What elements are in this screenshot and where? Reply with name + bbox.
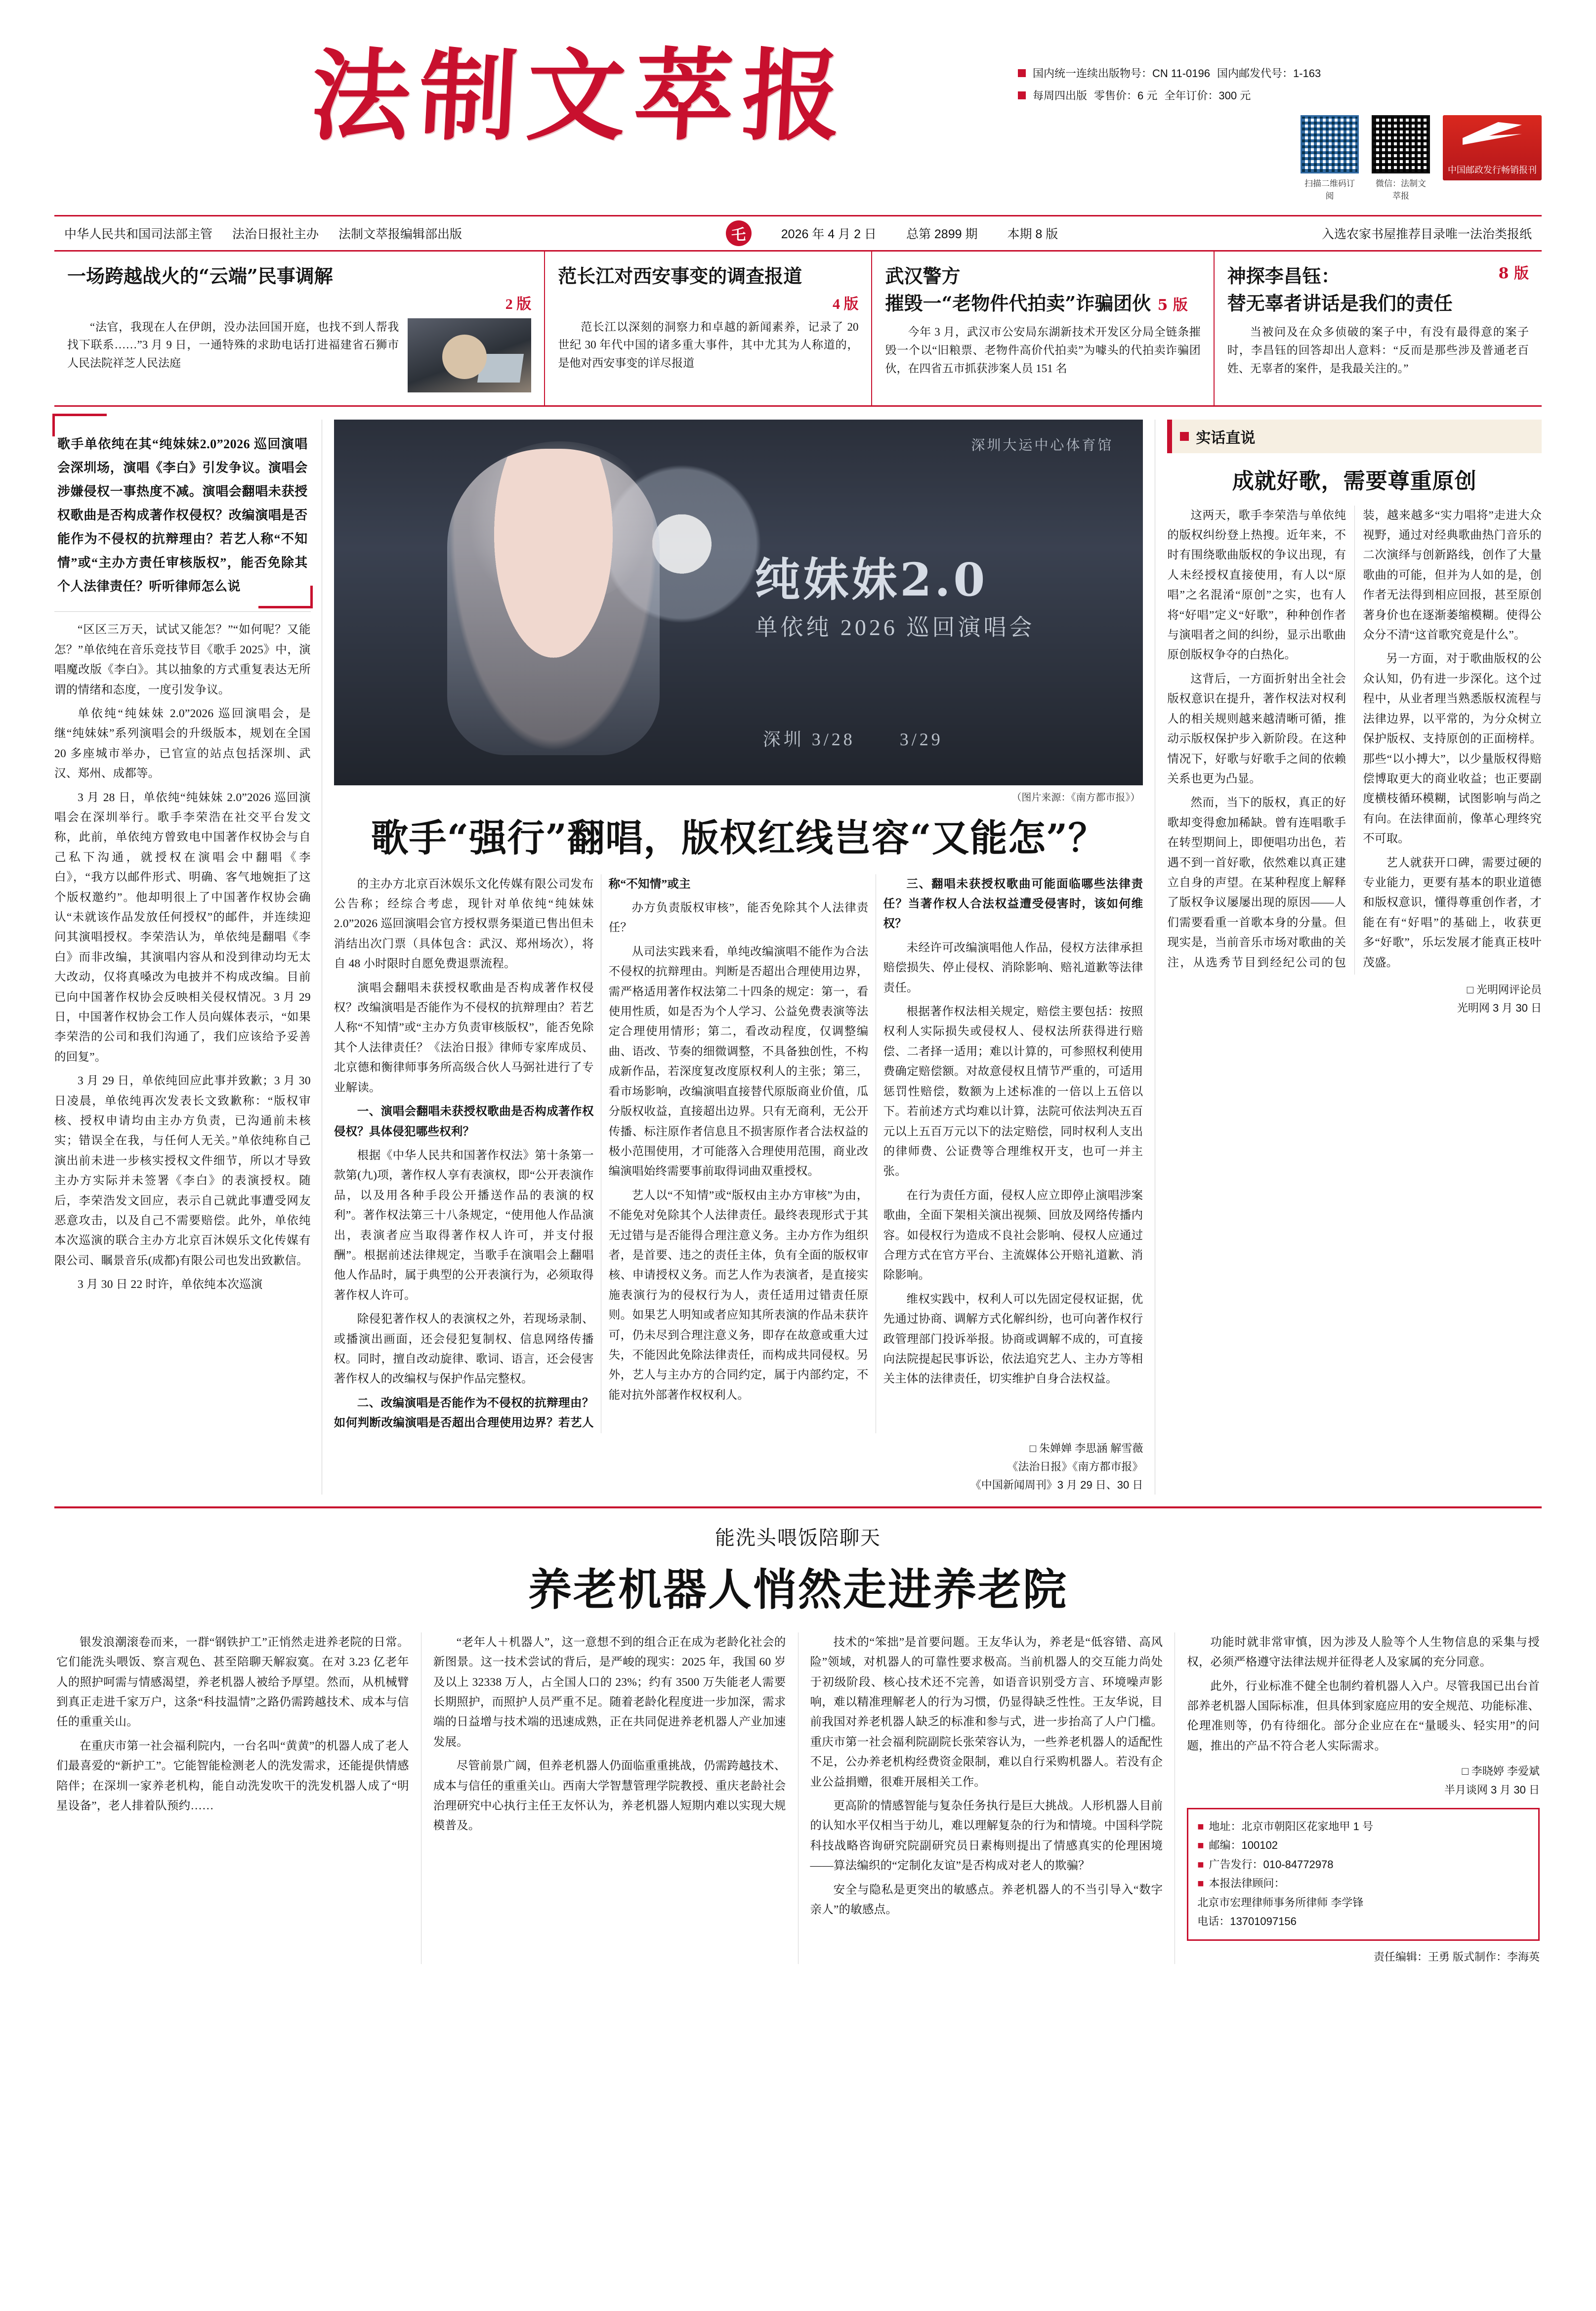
bottom-kicker: 能洗头喂饭陪聊天 [715, 1526, 881, 1549]
masthead [35, 20, 1561, 206]
paragraph: “老年人＋机器人”，这一意想不到的组合正在成为老龄化社会的新图景。这一技术尝试的背后，是严峻的现实：2025 年，我国 60 岁及以上 32338 万人，占全国人口的 23%；约有 3500 万失能老人需要长期照护，而照护人员严重不足。随着老龄化程度进一步加深，需求端的日益增与技术端的迅速成熟，正在共同促进养老机器人产业加速发展。 [433, 1635, 786, 1749]
page-count: 本期 8 版 [1007, 227, 1058, 241]
teaser-page: 5 版 [1157, 296, 1188, 314]
paragraph: 艺人以“不知情”或“版权由主办方审核”为由，不能免对免除其个人法律责任。最终表现形式于其无过错与是否能得合理注意义务。主办方作为组织者，是首要、违之的责任主体，负有全面的版权审核、申请授权义务。而艺人作为表演者，是直接实施表演行为的侵权行为人，责任适用过错责任原则。如果艺人明知或者应知其所表演的作品未获许可，仍未尽到合理注意义务，即存在故意或重大过失，不能因此免除法律责任，而构成共同侵权。另外，艺人与主办方的合同约定，属于内部约定，不能对抗外部著作权权利人。 [608, 1189, 869, 1402]
teaser-title: 武汉警方 [885, 265, 961, 287]
supervisor-label: 中华人民共和国司法部主管 [64, 227, 213, 241]
paragraph: 办方负责版权审核”，能否免除其个人法律责任？ [608, 901, 869, 935]
paragraph: 银发浪潮滚卷而来，一群“钢铁护工”正悄然走进养老院的日常。它们能洗头喂饭、察言观色、甚至陪聊天解寂寞。在对 3.23 亿老年人的照护呵需与情感渴望，养老机器人被给予厚望。然而，从机械臂到真正走进千家万户，这条“科技温情”之路仍需跨越技术、成本与信任的重重关山。 [56, 1635, 409, 1729]
square-bullet-icon: ■ [1197, 1877, 1204, 1890]
info-bar-left [54, 224, 462, 242]
pub-year-price: 全年订价：300 元 [1164, 89, 1251, 102]
contact-line [1197, 1855, 1529, 1875]
paragraph: 此外，行业标准不健全也制约着机器人入户。尽管我国已出台首部养老机器人国际标准，但具体到家庭应用的安全规范、功能标准、伦理准则等，仍有待细化。部分企业应在在“量暖头、轻实用”的问题，推出的产品不符合老人实际需求。 [1187, 1679, 1540, 1753]
teaser-row [54, 252, 1542, 407]
qr-wechat[interactable] [1372, 115, 1430, 201]
paragraph: 从司法实践来看，单纯改编演唱不能作为合法不侵权的抗辩理由。判断是否超出合理使用边界，需严格适用著作权法第二十四条的规定：第一，看使用性质，如是否为个人学习、公益免费表演等法定合理使用情形；第二，看改动程度，仅调整编曲、语改、节奏的细微调整，不具备独创性，不构成新作品，若深度复改度原权利人的主张；第三，看市场影响，改编演唱直接替代原版商业价值，瓜分版权收益，直接超出边界。只有无商利，无公开传播、标注原作者信息且不损害原作者合法权益的极小范围使用，才可能落入合理使用范围，商业改编演唱始终需要事前取得词曲双重授权。 [608, 945, 869, 1178]
paragraph: 未经许可改编演唱他人作品，侵权方法律承担赔偿损失、停止侵权、消除影响、赔礼道歉等法律责任。 [883, 941, 1143, 994]
post-wing-icon [1463, 122, 1522, 145]
qr-code-icon [1372, 115, 1430, 173]
colophon: 责任编辑：王勇 版式制作：李海英 [1373, 1950, 1540, 1963]
pub-frequency: 每周四出版 [1033, 89, 1088, 102]
teaser-subtitle-text: 摧毁一“老物件代拍卖”诈骗团伙 [885, 292, 1151, 314]
byline-sources-2: 《中国新闻周刊》3 月 29 日、30 日 [970, 1479, 1143, 1492]
teaser-item[interactable] [872, 252, 1214, 405]
bottom-column-body [56, 1632, 409, 1816]
paragraph: 功能时就非常审慎，因为涉及人脸等个人生物信息的采集与授权，必须严格遵守法律法规并征得老人及家属的充分同意。 [1187, 1635, 1540, 1669]
byline-authors: □ 朱婵婵 李思涵 解雪薇 [1029, 1442, 1143, 1455]
paragraph: 根据著作权法相关规定，赔偿主要包括：按照权利人实际损失或侵权人、侵权法所获得进行赔偿、二者择一适用；难以计算的，可参照权利使用费确定赔偿额。对故意侵权且情节严重的，可适用惩罚性赔偿，数额为上述标准的一倍以上五倍以下。若前述方式均难以计算，法院可依法判决五百元以上五百万元以下的法定赔偿，同时权利人支出的律师费、公证费等合理维权开支，也可一并主张。 [883, 1005, 1143, 1178]
square-bullet-icon [1018, 91, 1026, 99]
main-article-area [54, 407, 1542, 1508]
bottom-columns [54, 1632, 1542, 1964]
hero-date-right: 3/29 [899, 729, 943, 749]
pub-info-row [1018, 62, 1542, 84]
sidebar-header-label: 实话直说 [1196, 429, 1256, 447]
teaser-body [558, 318, 858, 373]
main-byline [334, 1439, 1143, 1495]
quote-bracket-icon [52, 414, 107, 436]
hero-dates-text [763, 726, 943, 751]
square-bullet-icon: ■ [1197, 1820, 1204, 1833]
masthead-info [1018, 35, 1542, 201]
teaser-title-text: 神探李昌钰： [1227, 265, 1340, 287]
square-bullet-icon [1180, 432, 1189, 441]
main-left-column [54, 420, 322, 1495]
paragraph: 这两天，歌手李荣浩与单依纯的版权纠纷登上热搜。近年来，不时有围绕歌曲版权的争议出现，有人未经授权直接使用，有人以“原唱”之名混淆“原创”之实，也有人将“好唱”定义“好歌”，种种创作者与演唱者之间的纠纷，显示出歌曲原创版权争夺的白热化。 [1167, 509, 1346, 662]
hero-date-left: 深圳 3/28 [762, 729, 855, 749]
bottom-headline: 养老机器人悄然走进养老院 [528, 1563, 1068, 1615]
teaser-photo [408, 318, 531, 392]
sidebar-column [1155, 420, 1542, 1495]
sidebar-header [1167, 420, 1542, 453]
photo-credit: （图片来源：《南方都市报》） [1011, 792, 1140, 803]
byline-sources: 《法治日报》《南方都市报》 [1007, 1460, 1143, 1473]
square-bullet-icon: ■ [1197, 1839, 1204, 1852]
paragraph: “区区三万天，试试又能怎？”“如何呢？又能怎？”单依纯在音乐竞技节目《歌手 2025》中，演唱魔改版《李白》。其以抽象的方式重复表达无所谓的情绪和态度，一度引发争议。 [54, 623, 311, 696]
main-center-column [322, 420, 1155, 1495]
contact-legal-firm: 北京市宏理律师事务所律师 李学锋 [1197, 1896, 1364, 1909]
teaser-item[interactable] [545, 252, 872, 405]
contact-line [1197, 1912, 1529, 1931]
teaser-text: 当被问及在众多侦破的案子中，有没有最得意的案子时，李昌钰的回答却出人意料：“反而是那些涉及普通老百姓、无辜者的案件，是我最关注的。” [1227, 326, 1529, 375]
bottom-column [421, 1632, 798, 1964]
sponsor-label: 法治日报社主办 [232, 227, 319, 241]
qr-code-icon [1301, 115, 1359, 173]
paper-logo-icon: 乇 [726, 220, 752, 246]
contact-line [1197, 1817, 1529, 1837]
square-bullet-icon [1018, 69, 1026, 77]
paragraph: 这背后，一方面折射出全社会版权意识在提升，著作权法对权利人的相关规则越来越清晰可循，推动示版权保护步入新阶段。在这种情况下，好歌与好歌手之间的依赖关系也更为凸显。 [1167, 672, 1346, 785]
paragraph: 根据《中华人民共和国著作权法》第十条第一款第(九)项，著作权人享有表演权，即“公开表演作品，以及用各种手段公开播送作品的表演的权利”。著作权法第三十八条规定，“使用他人作品演出，表演者应当取得著作权人许可，并支付报酬”。根据前述法律规定，当歌手在演唱会上翻唱他人作品时，属于典型的公开表演行为，必须取得著作权人许可。 [334, 1149, 594, 1302]
bottom-byline [1187, 1762, 1540, 1799]
teaser-body [885, 323, 1200, 378]
paragraph: 在行为责任方面，侵权人应立即停止演唱涉案歌曲，全面下架相关演出视频、回放及网络传播内容。如侵权行为造成不良社会影响、侵权人应通过合理方式在官方平台、主流媒体公开赔礼道歉、消除影响。 [883, 1189, 1143, 1282]
hero-big-text: 纯妹妹2.0 [755, 553, 988, 607]
teaser-text: “法官，我现在人在伊朗，没办法回国开庭，也找不到人帮我找下联系……”3 月 9 日，一通特殊的求助电话打进福建省石狮市人民法院祥芝人民法庭 [67, 320, 399, 370]
teaser-page: 2 版 [505, 296, 532, 312]
paper-title-block [143, 35, 1018, 154]
divider [54, 611, 311, 612]
square-bullet-icon: ■ [1197, 1858, 1204, 1871]
paragraph: 单依纯“纯妹妹 2.0”2026 巡回演唱会，是继“纯妹妹”系列演唱会的升级版本，规划在全国 20 多座城市举办，已官宣的站点包括深圳、武汉、郑州、成都等。 [54, 707, 311, 780]
teaser-body [67, 318, 531, 392]
contact-line [1197, 1874, 1529, 1893]
paragraph: 尽管前景广阔，但养老机器人仍面临重重挑战，仍需跨越技术、成本与信任的重重关山。西南大学智慧管理学院教授、重庆老龄社会治理研究中心执行主任王友怀认为，养老机器人短期内难以实现大规模普及。 [433, 1759, 786, 1833]
paragraph: 除侵犯著作权人的表演权之外，若现场录制、或播演出画面，还会侵犯复制权、信息网络传播权。同时，擅自改动旋律、歌词、语言，还会侵害著作权人的改编权与保护作品完整权。 [334, 1313, 594, 1386]
teaser-subtitle [885, 292, 1200, 316]
qr-subscribe-label: 扫描二维码订阅 [1304, 179, 1355, 201]
contact-zip: 邮编：100102 [1209, 1839, 1278, 1852]
masthead-codes [1018, 115, 1542, 201]
paragraph: 在重庆市第一社会福利院内，一台名叫“黄黄”的机器人成了老人们最喜爱的“新护工”。它能智能检测老人的洗发需求，还能提供情感陪伴；在深圳一家养老机构，能自动洗发吹干的洗发机器人成了“明星设备”，老人排着队预约…… [56, 1739, 409, 1813]
teaser-body [1227, 323, 1529, 378]
sidebar-byline-source: 光明网 3 月 30 日 [1457, 1002, 1542, 1015]
contact-legal-phone[interactable]: 电话：13701097156 [1197, 1915, 1297, 1928]
contact-line [1197, 1893, 1529, 1913]
teaser-text: 今年 3 月，武汉市公安局东湖新技术开发区分局全链条摧毁一个以“旧粮票、老物件高价代拍卖”为噱头的代拍卖诈骗团伙，在四省五市抓获涉案人员 151 名 [885, 326, 1201, 375]
post-badge-text: 中国邮政发行畅销报刊 [1448, 165, 1537, 175]
paragraph: 3 月 29 日，单依纯回应此事并致歉；3 月 30 日凌晨，单依纯再次发表长文致歉称：“版权审核、授权申请均由主办方负责，已沟通前未核实；错误全在我，与任何人无关。”单依纯称自己演出前未进一步核实授权文件细节，所以才导致主办方实际并未签署《李白》的表演授权。随后，李荣浩发文回应，表示自己就此事遭受网友恶意攻击，以及自己不需要赔偿。此外，单依纯本次巡演的联合主办方北京百沐娱乐文化传媒有限公司、瞩景音乐(成都)有限公司也发出致歉信。 [54, 1074, 311, 1267]
paragraph: 维权实践中，权利人可以先固定侵权证据，优先通过协商、调解方式化解纠纷，也可向著作权行政管理部门投诉举报。协商或调解不成的，可直接向法院提起民事诉讼，依法追究艺人、主办方等相关主体的法律责任，切实维护自身合法权益。 [883, 1292, 1143, 1386]
info-bar-mid [462, 220, 1322, 246]
paragraph: 然而，当下的版权，真正的好歌却变得愈加稀缺。曾有连唱歌手在转型期间上，即便唱功出色，若遇不到一首好歌，依然难以真正建立自身的声望。在某种程度上解释了版权争议屡屡出现的原因——人们需要看重一首歌本身的分量。但现实是，当前音乐市场对歌曲的关注，从选秀节目到经纪公司的包装，越来越多“实力唱将”走进大众视野，通过对经典歌曲热门音乐的二次演绎与创新路线，创作了大量歌曲的可能，但并为人如的是，创作者无法得到相应回报，甚至原创著身价也在逐渐萎缩模糊。使得公众分不清“这首歌究竟是什么”。 [1167, 509, 1542, 969]
paragraph: 更高阶的情感智能与复杂任务执行是巨大挑战。人形机器人目前的认知水平仅相当于幼儿，难以理解复杂的行为和情境。中国科学院科技战略咨询研究院副研究员日素梅则提出了情感真实的伦理困境——算法编织的“定制化友谊”是否构成对老人的欺骗？ [810, 1799, 1163, 1873]
bottom-article [54, 1522, 1542, 1964]
paragraph: 演唱会翻唱未获授权歌曲是否构成著作权侵权？改编演唱是否能作为不侵权的抗辩理由？若艺人称“不知情”或“主办方负责审核版权”，能否免除其个人法律责任？《法治日报》律师专家库成员、北京德和衡律师事务所高级合伙人马弼社进行了专业解读。 [334, 981, 594, 1094]
paragraph: 另一方面，对于歌曲版权的公众认知，仍有进一步深化。这个过程中，从业者理当熟悉版权流程与法律边界，以平常的，为分众树立保护版权、支持原创的正面榜样。那些“以小搏大”，以少量版权得赔偿博取更大的商业收益；也正要副度横枝循环模糊，试图影响与尚之有向。在法律面前，像革心理终究不可取。 [1363, 652, 1542, 846]
bottom-column [54, 1632, 421, 1964]
publication-info [1018, 62, 1542, 106]
qr-subscribe[interactable] [1301, 115, 1359, 201]
teaser-page: 4 版 [832, 296, 859, 312]
post-badge [1443, 115, 1542, 180]
quote-bracket-icon [258, 586, 313, 608]
sidebar-byline-author: □ 光明网评论员 [1467, 983, 1542, 996]
hero-performer-figure [447, 449, 660, 755]
article-left-body [54, 620, 311, 1294]
bottom-byline-author: □ 李晓婷 李爱斌 [1462, 1765, 1540, 1778]
publisher-label: 法制文萃报编辑部出版 [338, 227, 462, 241]
hero-photo [334, 420, 1143, 785]
bottom-column-body [810, 1632, 1163, 1920]
qr-wechat-label: 微信：法制文萃报 [1376, 179, 1426, 201]
hero-venue-text: 深圳大运中心体育馆 [971, 436, 1114, 453]
paragraph: 3 月 30 日 22 时许，单依纯本次巡演 [78, 1278, 263, 1291]
bottom-column-body [1187, 1632, 1540, 1756]
subheading: 一、演唱会翻唱未获授权歌曲是否构成著作权侵权？具体侵犯哪些权利？ [334, 1105, 594, 1138]
info-bar-right: 入选农家书屋推荐目录唯一法治类报纸 [1321, 227, 1532, 241]
issue-date: 2026 年 4 月 2 日 [781, 227, 877, 241]
main-headline: 歌手“强行”翻唱，版权红线岂容“又能怎”？ [371, 815, 1106, 860]
teaser-text: 范长江以深刻的洞察力和卓越的新闻素养，记录了 20 世纪 30 年代中国的诸多重大事件，其中尤其为人称道的，是他对西安事变的详尽报道 [558, 320, 859, 370]
teaser-title: 一场跨越战火的“云端”民事调解 [67, 265, 333, 287]
sidebar-byline [1167, 981, 1542, 1018]
teaser-item[interactable] [1215, 252, 1542, 405]
page-title: 法制文萃报 [308, 38, 853, 154]
pub-post-code: 国内邮发代号：1-163 [1217, 67, 1321, 80]
pub-price: 零售价：6 元 [1094, 89, 1158, 102]
teaser-item[interactable] [54, 252, 545, 405]
teaser-title: 范长江对西安事变的调查报道 [558, 265, 802, 287]
contact-box [1187, 1808, 1540, 1941]
issue-number: 总第 2899 期 [906, 227, 978, 241]
sidebar-title: 成就好歌，需要尊重原创 [1232, 468, 1477, 494]
main-body-columns [334, 874, 1143, 1433]
paragraph: 艺人就获开口碑，需要过硬的专业能力，更要有基本的职业道德和版权意识，懂得尊重创作者，才能在有“好唱”的基础上，收获更多“好歌”，乐坛发展才能真正枝叶茂盛。 [1363, 856, 1542, 969]
pub-cn-number: 国内统一连续出版物号：CN 11-0196 [1033, 67, 1210, 80]
bottom-byline-source: 半月谈网 3 月 30 日 [1444, 1783, 1540, 1796]
contact-ads-phone[interactable]: 广告发行：010-84772978 [1209, 1858, 1334, 1871]
subheading: 二、改编演唱是否能作为不侵权的抗辩理由？如何判断改编演唱是否超出合理使用边界？若艺人称“不知情”或主 [334, 877, 691, 1430]
subheading: 三、翻唱未获授权歌曲可能面临哪些法律责任？当著作权人合法权益遭受侵害时，该如何维权？ [883, 877, 1143, 931]
hero-mid-text: 单依纯 2026 巡回演唱会 [755, 615, 1035, 641]
paragraph: 安全与隐私是更突出的敏感点。养老机器人的不当引导入“数字亲人”的敏感点。 [810, 1883, 1163, 1917]
contact-legal-label: 本报法律顾问： [1209, 1877, 1285, 1890]
sidebar-body [1167, 506, 1542, 975]
contact-address: 地址：北京市朝阳区花家地甲 1 号 [1209, 1820, 1374, 1833]
paragraph: 技术的“笨拙”是首要问题。王友华认为，养老是“低容错、高风险”领域，对机器人的可靠性要求极高。当前机器人的交互能力尚处于初级阶段、核心技术还不完善，如语音识别受方言、环境噪声影响，难以精准理解老人的行为习惯，仍显得缺乏性性。王友华说，目前我国对养老机器人缺乏的标准和参与式，进一步抬高了人户门槛。重庆市第一社会福利院副院长张荣容认为，一些养老机器人的适配性不足，公办养老机构经费资金限制，难以自行采购机器人。若没有企业公益捐赠，很难开展相关工作。 [810, 1635, 1163, 1789]
bottom-column-body [433, 1632, 786, 1836]
pub-info-row [1018, 84, 1542, 106]
article-lead [54, 420, 311, 604]
teaser-subtitle: 替无辜者讲话是我们的责任 [1227, 292, 1453, 314]
bottom-column [1175, 1632, 1542, 1964]
bottom-column [798, 1632, 1176, 1964]
info-bar [54, 215, 1542, 252]
paragraph: 3 月 28 日，单依纯“纯妹妹 2.0”2026 巡回演唱会在深圳举行。歌手李荣浩在社交平台发文称，此前，单依纯方曾致电中国著作权协会与自己私下沟通，就授权在演唱会中翻唱《李白》，“我方以邮件形式、明确、客气地婉拒了这个版权邀约”。他却明很上了中国著作权协会确认“未就该作品发放任何授权”的邮件，并连续迎问其演唱授权。李荣浩认为，单依纯是翻唱《李白》而非改编，其演唱内容从和没到律动均无太大改动，仅将真嗓改为电披并不构成改编。目前已向中国著作权协会反映相关侵权情况。3 月 29 日，中国著作权协会工作人员向媒体表示，“如果李荣浩的公司和我们沟通了，我们应该给予妥善的回复”。 [54, 791, 311, 1064]
paragraph: 的主办方北京百沐娱乐文化传媒有限公司发布公告称；经综合考虑，现针对单依纯“纯妹妹 2.0”2026 巡回演唱会官方授权票务渠道已售出但未消结出次门票（具体包含：武汉、郑州场次），将自 48 小时限时自愿免费退票流程。 [334, 877, 594, 971]
teaser-page: 8 版 [1498, 265, 1529, 282]
teaser-title [1227, 264, 1529, 289]
article-lead-text: 歌手单依纯在其“纯妹妹2.0”2026 巡回演唱会深圳场，演唱《李白》引发争议。演唱会涉嫌侵权一事热度不减。演唱会翻唱未获授权歌曲是否构成著作权侵权？改编演唱是否能作为不侵权的抗辩理由？若艺人称“不知情”或“主办方责任审核版权”，能否免除其个人法律责任？听听律师怎么说 [57, 436, 308, 594]
contact-line [1197, 1836, 1529, 1855]
